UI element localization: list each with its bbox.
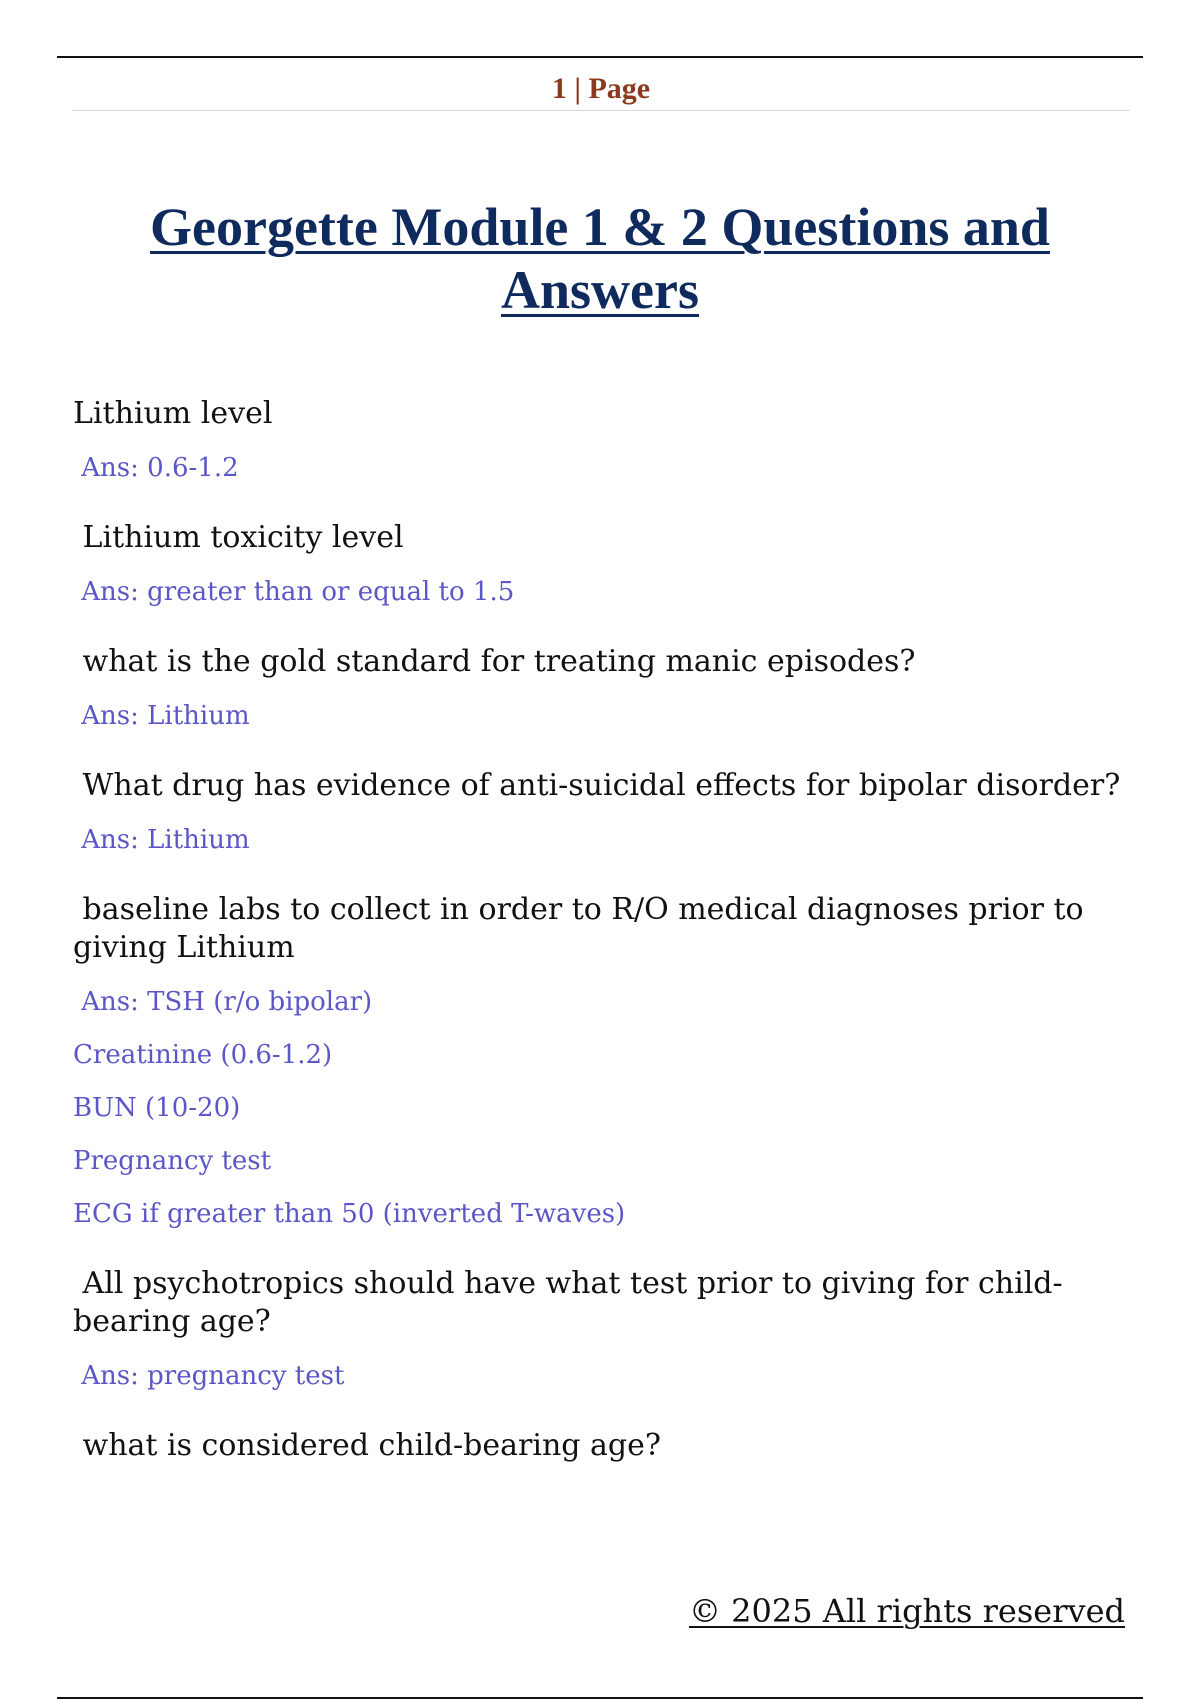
qa-item <box>73 891 1133 1231</box>
answer-text: Ans: Lithium <box>73 825 250 855</box>
question-text: baseline labs to collect in order to R/O medical diagnoses prior to giving Lithium <box>73 892 1094 965</box>
answer-text: Ans: greater than or equal to 1.5 <box>73 577 515 607</box>
answer-continuation: BUN (10-20) <box>73 1093 241 1123</box>
qa-item <box>73 767 1133 857</box>
answer-continuation: Pregnancy test <box>73 1146 272 1176</box>
page-header <box>72 68 1130 111</box>
answer-text: Ans: TSH (r/o bipolar) <box>73 987 373 1017</box>
answer-continuation: ECG if greater than 50 (inverted T-waves) <box>73 1199 626 1229</box>
answer-continuation: Creatinine (0.6-1.2) <box>73 1040 333 1070</box>
question-text: What drug has evidence of anti-suicidal effects for bipolar disorder? <box>73 768 1121 803</box>
bottom-rule <box>57 1697 1143 1699</box>
qa-item <box>73 1265 1133 1393</box>
qa-item <box>73 395 1133 485</box>
qa-item <box>73 643 1133 733</box>
answer-text: Ans: pregnancy test <box>73 1361 345 1391</box>
document-title: Georgette Module 1 & 2 Questions and Answers <box>150 197 1050 320</box>
question-text: Lithium level <box>73 396 273 431</box>
qa-list <box>73 395 1133 1499</box>
qa-item <box>73 519 1133 609</box>
answer-text: Ans: Lithium <box>73 701 250 731</box>
question-text: All psychotropics should have what test prior to giving for child-bearing age? <box>73 1266 1063 1339</box>
question-text: what is considered child-bearing age? <box>73 1428 661 1463</box>
copyright-notice: © 2025 All rights reserved <box>689 1592 1125 1630</box>
answer-text: Ans: 0.6-1.2 <box>73 453 239 483</box>
qa-item <box>73 1427 1133 1465</box>
page-number-label: 1 | Page <box>551 72 651 105</box>
question-text: what is the gold standard for treating manic episodes? <box>73 644 916 679</box>
top-rule <box>57 56 1143 58</box>
question-text: Lithium toxicity level <box>73 520 404 555</box>
